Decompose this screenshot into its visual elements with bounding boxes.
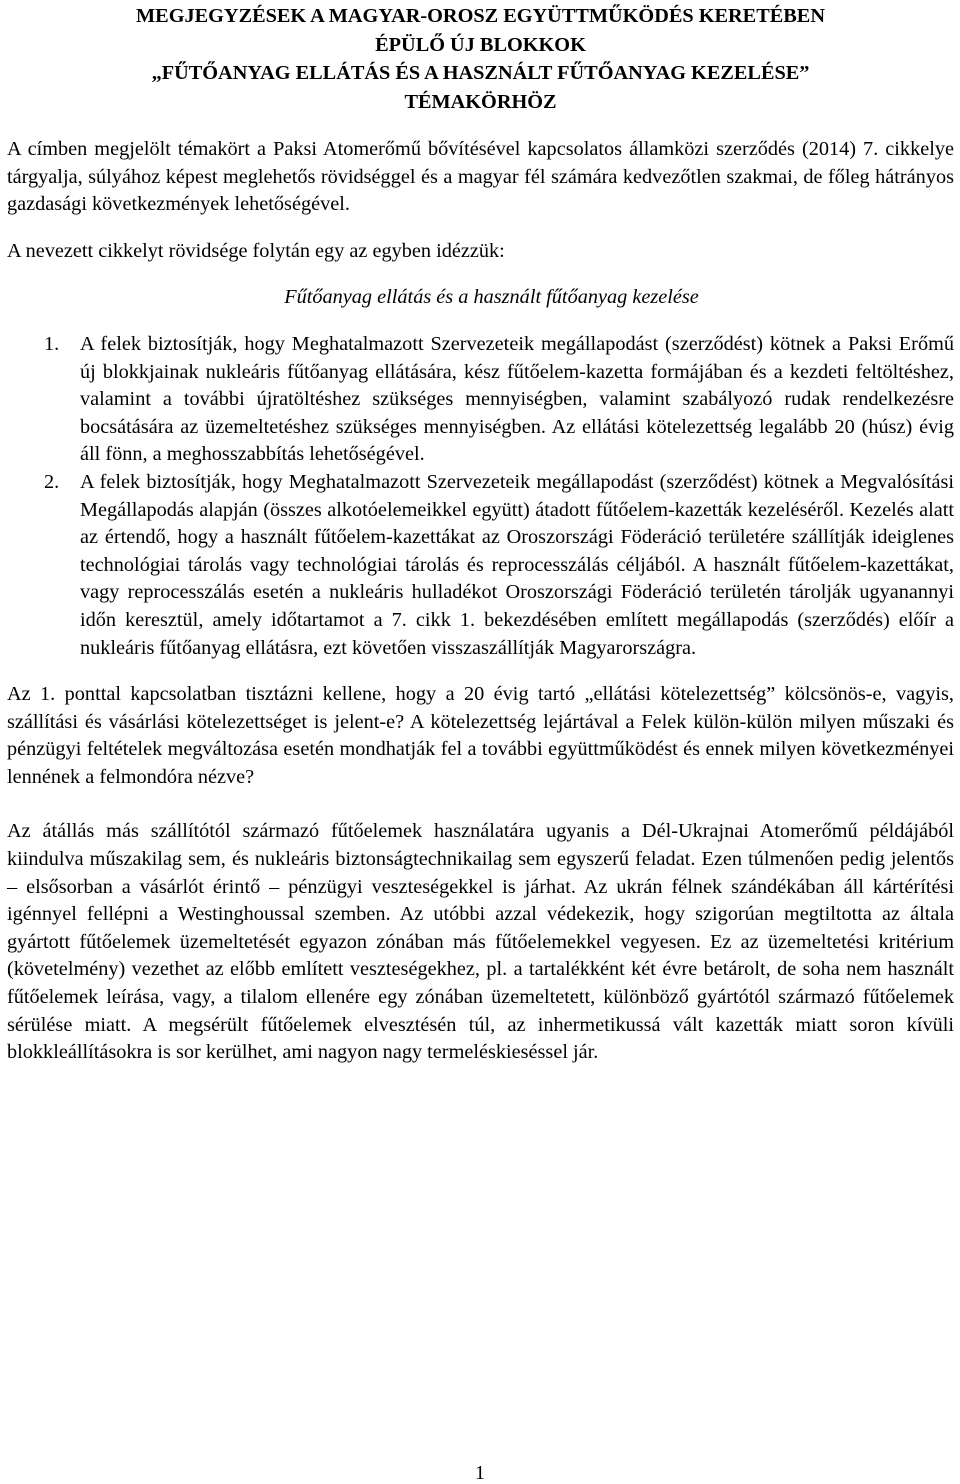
title-line-4: TÉMAKÖRHÖZ (404, 90, 557, 113)
item-number: 1. (44, 332, 60, 355)
quoted-article-item (7, 331, 954, 469)
page-number: 1 (474, 1462, 486, 1484)
title-line-1: MEGJEGYZÉSEK A MAGYAR-OROSZ EGYÜTTMŰKÖDÉS KERETÉBEN (136, 5, 825, 27)
document-title (7, 2, 954, 116)
quoted-article-item (7, 469, 954, 662)
item-text: A felek biztosítják, hogy Meghatalmazott Szervezeteik megállapodást (szerződést) kötnek a Megvalósítási Megállapodás alapján (összes alkotóelemeikkel együtt) átadott fűtőelem-kazetták kezeléséről. Kezelés alatt az értendő, hogy a használt fűtőelem-kazettákat az Oroszországi Föderáció területére szállítják ideiglenes technológiai tárolás vagy technológiai tárolás és reprocesszálás céljából. A használt fűtőelem-kazettákat, vagy reprocesszálás esetén a nukleáris hulladékot Oroszországi Föderáció területén tárolják ugyanannyi időn keresztül, amely időtartamot a 7. cikk 1. bekezdésében említett megállapodás (szerződés) előír a nukleáris fűtőanyag ellátásra, ezt követően visszaszállítják Magyarországra. (80, 470, 954, 659)
quote-intro-paragraph: A nevezett cikkelyt rövidsége folytán egy az egyben idézzük: (7, 239, 505, 262)
title-line-2: ÉPÜLŐ ÚJ BLOKKOK (375, 33, 586, 56)
commentary-paragraph-2: Az átállás más szállítótól származó fűtőelemek használatára ugyanis a Dél-Ukrajnai Atomerőmű példájából kiindulva műszakilag sem, és nukleáris biztonságtechnikailag sem egyszerű feladat. Ezen túlmenően pedig jelentős – elsősorban a vásárlót érintő – pénzügyi veszteségekkel is járhat. Az ukrán félnek szándékában áll kártérítési igénnyel fellépni a Westinghoussal szemben. Az utóbbi azzal védekezik, hogy szigorúan megtiltotta az általa gyártott fűtőelemek üzemeltetését egyazon zónában más fűtőelemekkel vegyesen. Ez az üzemeltetési kritérium (követelmény) vezethet az előbb említett veszteségekhez, pl. a tartalékként két évre betárolt, de soha nem használt fűtőelemek leírása, vagy, a tilalom ellenére egy zónában üzemeltetett, különböző gyártótól származó fűtőelemek sérülése miatt. A megsérült fűtőelemek elvesztésén túl, az inhermetikussá vált kazetták miatt soron kívüli blokkleállításokra is sor kerülhet, ami nagyon nagy termeléskieséssel jár. (7, 820, 954, 1064)
intro-paragraph: A címben megjelölt témakört a Paksi Atomerőmű bővítésével kapcsolatos államközi szerződés (2014) 7. cikkelye tárgyalja, súlyához képest meglehetős rövidséggel és a magyar fél számára kedvezőtlen szakmai, de főleg hátrányos gazdasági következmények lehetőségével. (7, 138, 954, 216)
item-text: A felek biztosítják, hogy Meghatalmazott Szervezeteik megállapodást (szerződést) kötnek a Paksi Erőmű új blokkjainak nukleáris fűtőanyag ellátására, kész fűtőelem-kazetta formájában és a kezdeti feltöltéshez, valamint a további újratöltéshez szükséges mennyiségben, valamint szabályozó rudak rendelkezésre bocsátására az üzemeltetéshez szükséges mennyiségben. Az ellátási kötelezettség legalább 20 (húsz) évig áll fönn, a meghosszabbítás lehetőségével. (80, 332, 954, 466)
quoted-article-title: Fűtőanyag ellátás és a használt fűtőanyag kezelése (284, 286, 699, 309)
commentary-paragraph-1: Az 1. ponttal kapcsolatban tisztázni kellene, hogy a 20 évig tartó „ellátási kötelezettség” kölcsönös-e, vagyis, szállítási és vásárlási kötelezettséget is jelent-e? A kötelezettség lejártával a Felek külön-külön milyen műszaki és pénzügyi feltételek megváltozása esetén mondhatják fel a további együttműködést és ennek milyen következményei lennének a felmondóra nézve? (7, 683, 954, 788)
title-line-3: „FŰTŐANYAG ELLÁTÁS ÉS A HASZNÁLT FŰTŐANYAG KEZELÉSE” (151, 62, 810, 84)
item-number: 2. (44, 470, 60, 493)
quoted-article-list (7, 331, 954, 662)
document-page (7, 2, 954, 1067)
